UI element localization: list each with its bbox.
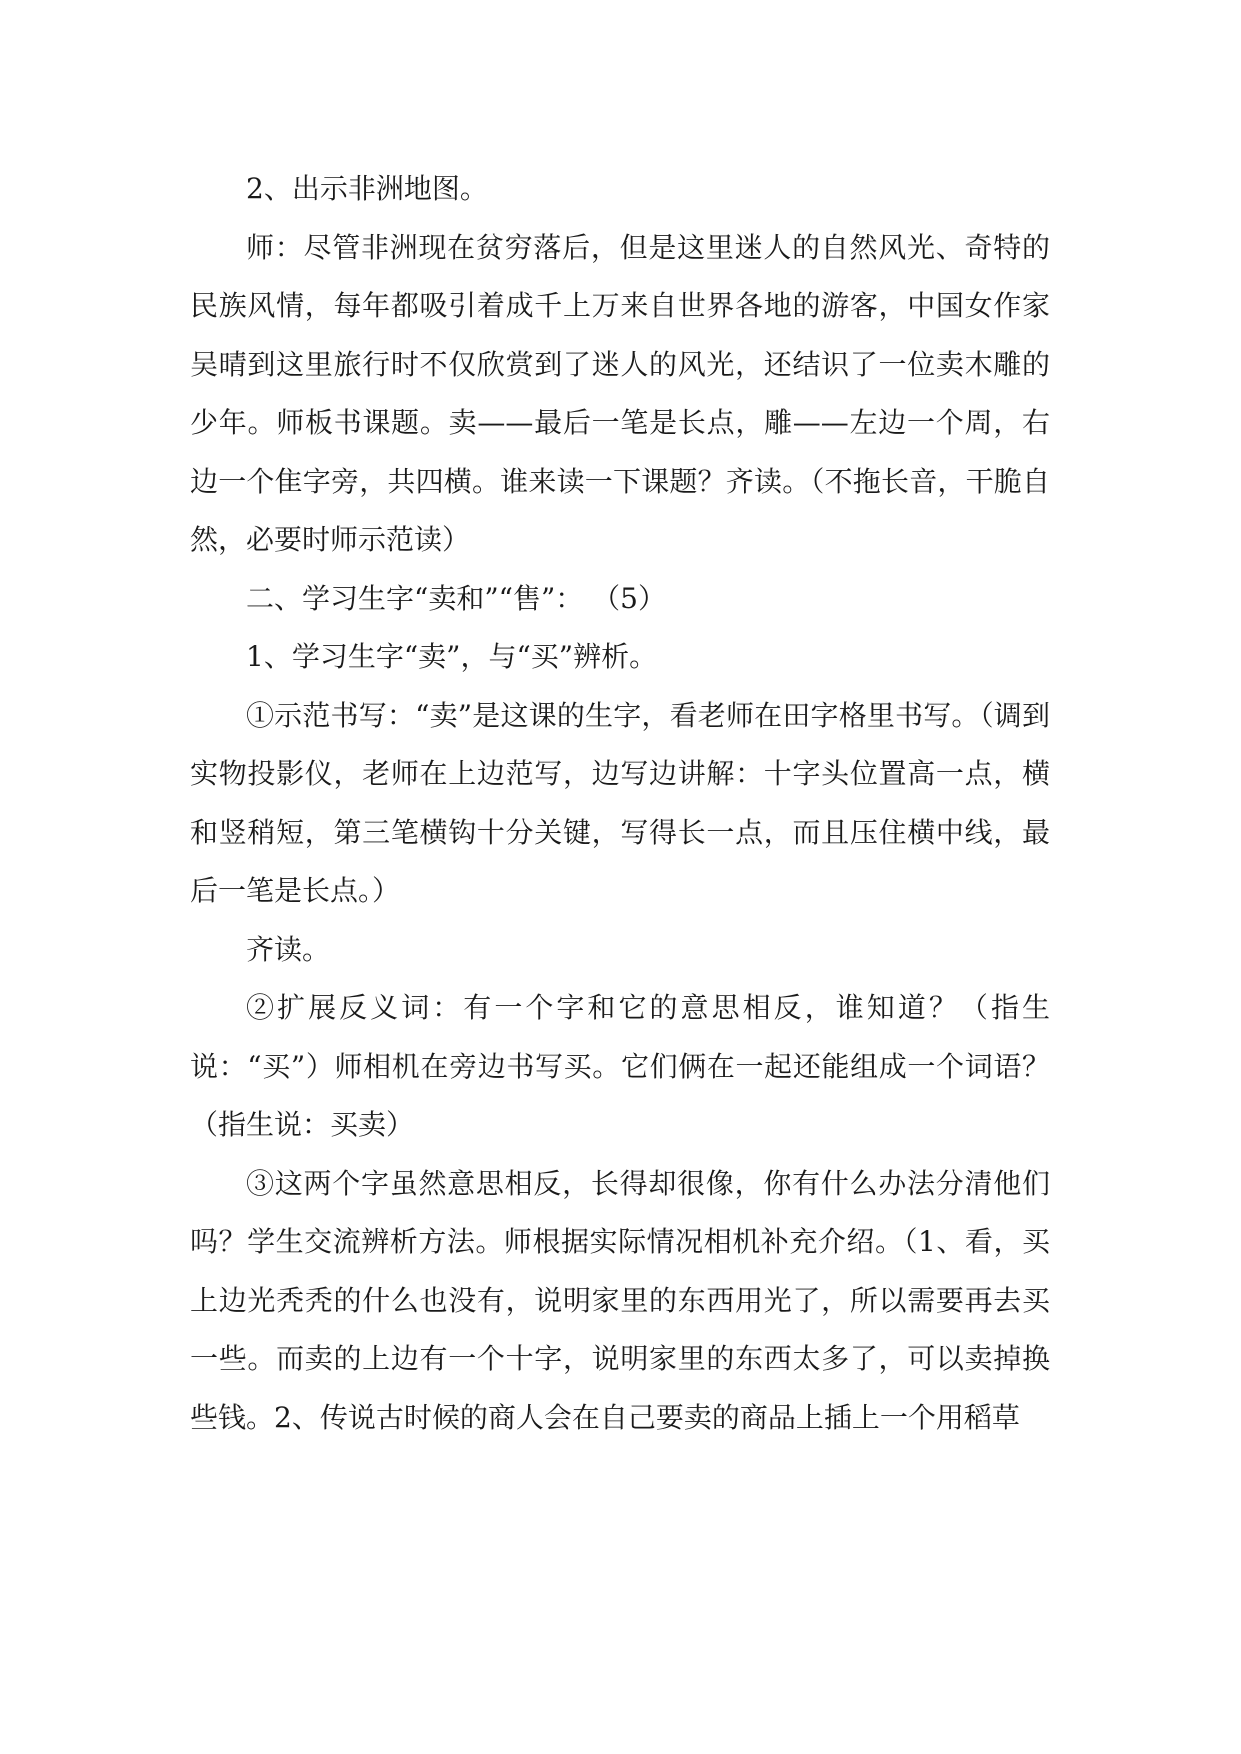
paragraph-antonym: ②扩展反义词：有一个字和它的意思相反，谁知道？（指生说：“买”）师相机在旁边书写买。它们俩在一起还能组成一个词语？（指生说：买卖）	[190, 991, 1050, 1141]
paragraph-show-africa-map: 2、出示非洲地图。	[246, 172, 488, 205]
paragraph-distinguish: ③这两个字虽然意思相反，长得却很像，你有什么办法分清他们吗？学生交流辨析方法。师根据实际情况相机补充介绍。（1、看，买上边光秃秃的什么也没有，说明家里的东西用光了，所以需要再去买一些。而卖的上边有一个十字，说明家里的东西太多了，可以卖掉换些钱。2、传说古时候的商人会在自己要卖的商品上插上一个用稻草	[190, 1166, 1050, 1434]
paragraph-learn-mai: 1、学习生字“卖”，与“买”辨析。	[246, 640, 658, 673]
paragraph-section-two-heading: 二、学习生字“卖和”“售”： （5）	[246, 581, 666, 615]
document-body	[190, 160, 1050, 1447]
paragraph-read-together: 齐读。	[246, 932, 331, 966]
paragraph-teacher-intro: 师：尽管非洲现在贫穷落后，但是这里迷人的自然风光、奇特的民族风情，每年都吸引着成千上万来自世界各地的游客，中国女作家吴晴到这里旅行时不仅欣赏到了迷人的风光，还结识了一位卖木雕的少年。师板书课题。卖——最后一笔是长点，雕——左边一个周，右边一个隹字旁，共四横。谁来读一下课题？齐读。（不拖长音，干脆自然，必要时师示范读）	[190, 230, 1050, 556]
paragraph-demo-writing: ①示范书写：“卖”是这课的生字，看老师在田字格里书写。（调到实物投影仪，老师在上边范写，边写边讲解：十字头位置高一点，横和竖稍短，第三笔横钩十分关键，写得长一点，而且压住横中线，最后一笔是长点。）	[190, 698, 1050, 907]
